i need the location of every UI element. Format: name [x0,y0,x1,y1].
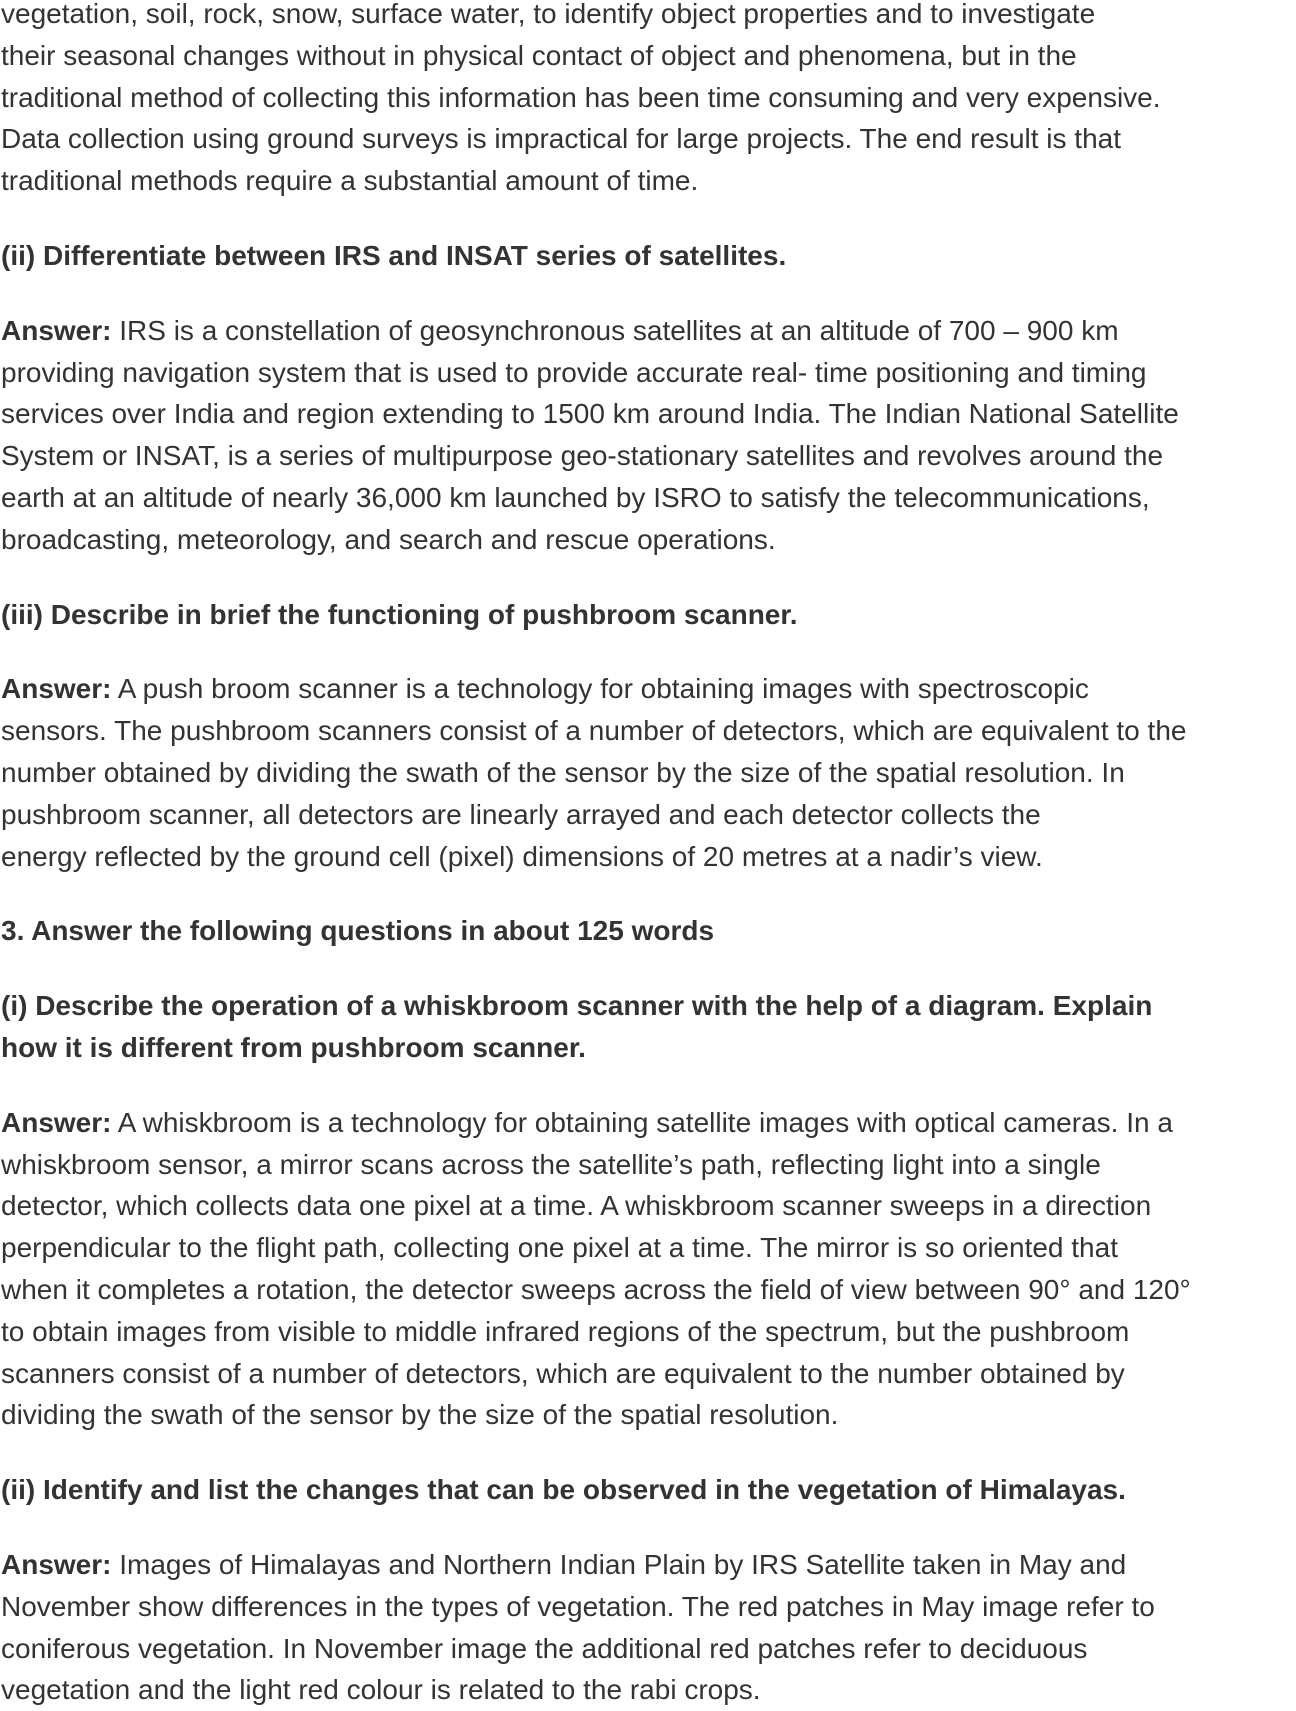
line-text: A push broom scanner is a technology for obtaining images with spectroscopic [111,673,1089,705]
answer-paragraph [1,1102,1296,1436]
line-text: Data collection using ground surveys is impractical for large projects. The end result is that [1,123,1122,155]
question-heading [1,594,1296,636]
text-line [1,393,1296,435]
question-heading [1,1469,1296,1511]
text-line [1,0,1296,35]
text-line [1,1185,1296,1227]
text-line [1,160,1296,202]
text-line [1,77,1296,119]
text-line [1,752,1296,794]
line-text: sensors. The pushbroom scanners consist of a number of detectors, which are equivalent to the [1,715,1187,747]
line-text: IRS is a constellation of geosynchronous satellites at an altitude of 700 – 900 km [111,314,1119,346]
question-heading [1,985,1296,1069]
line-text: coniferous vegetation. In November image the additional red patches refer to deciduous [1,1632,1088,1664]
answer-label: Answer: [1,1548,112,1580]
text-line [1,1102,1296,1144]
answer-paragraph [1,310,1296,561]
line-text: dividing the swath of the sensor by the size of the spatial resolution. [1,1399,839,1431]
line-text: vegetation and the light red colour is related to the rabi crops. [1,1674,761,1706]
text-line [1,710,1296,752]
line-text: services over India and region extending to 1500 km around India. The Indian National Satellite [1,398,1179,430]
line-text: A whiskbroom is a technology for obtaining satellite images with optical cameras. In a [111,1106,1173,1138]
text-line [1,985,1296,1027]
text-line [1,594,1296,636]
line-text: their seasonal changes without in physical contact of object and phenomena, but in the [1,39,1077,71]
text-line [1,1269,1296,1311]
text-line [1,1586,1296,1628]
line-text: (ii) Identify and list the changes that can be observed in the vegetation of Himalayas. [1,1474,1126,1506]
text-paragraph [1,0,1296,202]
text-line [1,35,1296,77]
text-line [1,235,1296,277]
line-text: (iii) Describe in brief the functioning of pushbroom scanner. [1,598,798,630]
line-text: perpendicular to the flight path, collecting one pixel at a time. The mirror is so oriented that [1,1232,1118,1264]
text-line [1,668,1296,710]
line-text: to obtain images from visible to middle infrared regions of the spectrum, but the pushbroom [1,1315,1130,1347]
answer-label: Answer: [1,1106,112,1138]
text-line [1,794,1296,836]
line-text: Images of Himalayas and Northern Indian Plain by IRS Satellite taken in May and [111,1548,1127,1580]
text-line [1,1227,1296,1269]
document-body [1,0,1296,1711]
line-text: scanners consist of a number of detectors, which are equivalent to the number obtained by [1,1357,1125,1389]
line-text: number obtained by dividing the swath of the sensor by the size of the spatial resolution. In [1,756,1125,788]
line-text: detector, which collects data one pixel at a time. A whiskbroom scanner sweeps in a direction [1,1190,1152,1222]
line-text: vegetation, soil, rock, snow, surface water, to identify object properties and to investigate [1,0,1096,29]
text-line [1,1544,1296,1586]
answer-paragraph [1,1544,1296,1711]
text-line [1,1669,1296,1711]
answer-label: Answer: [1,673,112,705]
line-text: pushbroom scanner, all detectors are linearly arrayed and each detector collects the [1,798,1041,830]
answer-label: Answer: [1,314,112,346]
text-line [1,477,1296,519]
question-heading [1,235,1296,277]
text-line [1,519,1296,561]
text-line [1,1394,1296,1436]
line-text: how it is different from pushbroom scanner. [1,1031,586,1063]
line-text: November show differences in the types of vegetation. The red patches in May image refer to [1,1590,1155,1622]
text-line [1,352,1296,394]
answer-paragraph [1,668,1296,877]
line-text: traditional methods require a substantial amount of time. [1,165,699,197]
line-text: broadcasting, meteorology, and search and rescue operations. [1,523,776,555]
text-line [1,1144,1296,1186]
line-text: providing navigation system that is used to provide accurate real- time positioning and timing [1,356,1147,388]
text-line [1,1628,1296,1670]
line-text: when it completes a rotation, the detector sweeps across the field of view between 90° and 120° [1,1273,1191,1305]
question-heading [1,910,1296,952]
text-line [1,1027,1296,1069]
line-text: 3. Answer the following questions in about 125 words [1,915,715,947]
text-line [1,118,1296,160]
line-text: (i) Describe the operation of a whiskbroom scanner with the help of a diagram. Explain [1,990,1153,1022]
line-text: System or INSAT, is a series of multipurpose geo-stationary satellites and revolves around the [1,440,1164,472]
text-line [1,1311,1296,1353]
line-text: traditional method of collecting this information has been time consuming and very expensive. [1,81,1161,113]
text-line [1,310,1296,352]
text-line [1,435,1296,477]
line-text: (ii) Differentiate between IRS and INSAT series of satellites. [1,239,787,271]
text-line [1,836,1296,878]
line-text: whiskbroom sensor, a mirror scans across the satellite’s path, reflecting light into a single [1,1148,1101,1180]
line-text: earth at an altitude of nearly 36,000 km launched by ISRO to satisfy the telecommunications, [1,481,1150,513]
text-line [1,1353,1296,1395]
text-line [1,1469,1296,1511]
line-text: energy reflected by the ground cell (pixel) dimensions of 20 metres at a nadir’s view. [1,840,1043,872]
text-line [1,910,1296,952]
